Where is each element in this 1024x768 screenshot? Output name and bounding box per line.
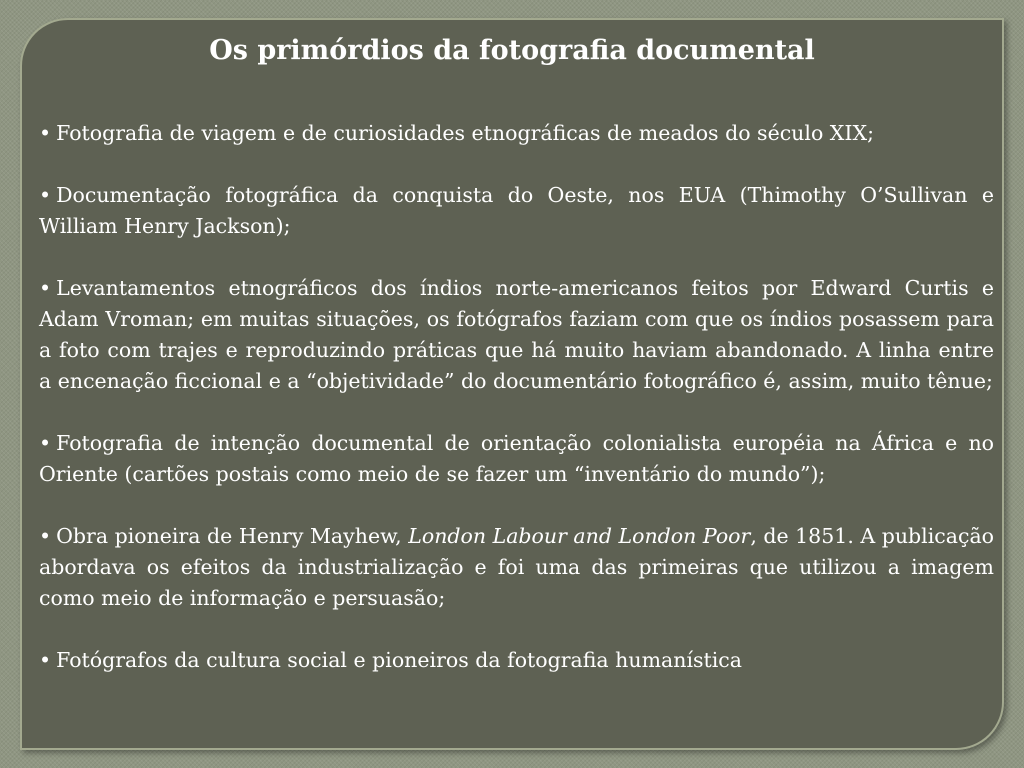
slide-title: Os primórdios da fotografia documental xyxy=(209,35,815,66)
bullet-icon: • xyxy=(39,276,52,300)
bullet-icon: • xyxy=(39,183,52,207)
bullet-item-mayhew-work xyxy=(39,521,994,614)
book-title: London Labour and London Poor xyxy=(408,524,751,548)
bullet-list xyxy=(39,118,994,707)
bullet-icon: • xyxy=(39,648,52,672)
bullet-icon: • xyxy=(39,121,52,145)
bullet-item-humanistic-photographers xyxy=(39,645,994,676)
bullet-text: Fotografia de intenção documental de orientação colonialista européia na África e no Oriente (cartões postais como meio de se fazer um “inventário do mundo”); xyxy=(39,431,994,486)
bullet-text-after: , de 1851. A publicação abordava os efeitos da industrialização e foi uma das primeiras que utilizou a imagem como meio de informação e persuasão; xyxy=(39,524,995,610)
bullet-item-travel-photography xyxy=(39,118,994,149)
bullet-text: Fotografia de viagem e de curiosidades etnográficas de meados do século XIX; xyxy=(56,121,874,145)
bullet-text: Fotógrafos da cultura social e pioneiros da fotografia humanística xyxy=(56,648,743,672)
bullet-item-west-conquest xyxy=(39,180,994,242)
bullet-item-ethnographic-surveys xyxy=(39,273,994,397)
bullet-icon: • xyxy=(39,524,52,548)
bullet-text: Documentação fotográfica da conquista do Oeste, nos EUA (Thimothy O’Sullivan e William Henry Jackson); xyxy=(39,183,994,238)
bullet-icon: • xyxy=(39,431,52,455)
bullet-text-before: Obra pioneira de Henry Mayhew, xyxy=(56,524,409,548)
slide-content-panel xyxy=(20,18,1004,750)
bullet-item-colonialist-photography xyxy=(39,428,994,490)
bullet-text: Levantamentos etnográficos dos índios norte-americanos feitos por Edward Curtis e Adam Vroman; em muitas situações, os fotógrafos faziam com que os índios posassem para a foto com trajes e reproduzindo práticas que há muito haviam abandonado. A linha entre a encenação ficcional e a “objetividade” do documentário fotográfico é, assim, muito tênue; xyxy=(39,276,994,393)
